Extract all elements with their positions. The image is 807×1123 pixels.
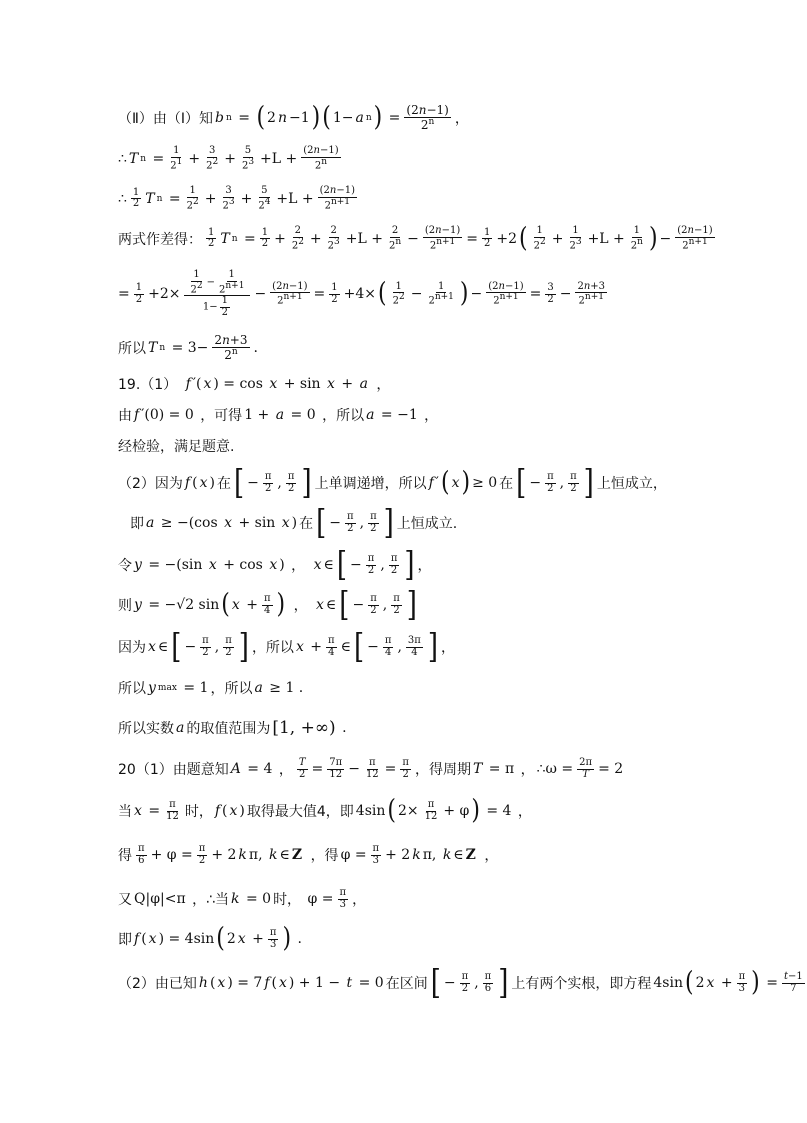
solution-line-2: ∴ T n = $\frac{1}{2^1}$ + $\frac{3}{2^2}$ + $\frac{5}{2^3}$ +L + $\frac{(2n-1)}{2^n}$ (118, 145, 339, 171)
solution-line-20: 又 Q|φ|<π ，∴当 k = 0 时， φ = $\frac{\pi}{3}$ ， (118, 887, 367, 910)
solution-line-11: 即 a ≥ −(cos x + sin x ) 在 [ − $\frac{\pi}{2}$ , $\frac{\pi}{2}$ ] 上恒成立. (130, 503, 458, 543)
solution-line-14: 因为 x ∈ [ − $\frac{\pi}{2}$ , $\frac{\pi}{2}$ ] ，所以 x + $\frac{\pi}{4}$ ∈ [ − $\frac{\pi}{4}$ , $\frac{3\pi}{4}$ ] ， (118, 627, 455, 667)
solution-line-17: 20（1）由题意知 A = 4 ， $\frac{T}{2}$ = $\frac{7\pi}{12}$ − $\frac{\pi}{12}$ = $\frac{\pi}{2}$ ，得周期 T = π ， ∴ω = $\frac{2\pi}{T}$ = 2 (118, 757, 624, 780)
solution-line-6: 所以 T n = 3− $\frac{2n+3}{2^n}$ . (118, 333, 258, 362)
solution-line-1: （Ⅱ）由（Ⅰ）知 b n = ( 2 n −1 ) ( 1− a n ) = $\frac{(2n-1)}{2^n}$ ， (118, 101, 469, 133)
solution-line-3: ∴ $\frac{1}{2}$ T n = $\frac{1}{2^2}$ + $\frac{3}{2^3}$ + $\frac{5}{2^4}$ +L + $\frac{(2n-1)}{2^{n+1}}$ (118, 185, 356, 211)
solution-line-8: 由 f ′(0) = 0 ，可得 1 + a = 0 ，所以 a = −1 ， (118, 407, 439, 424)
solution-line-10: （2）因为 f ( x ) 在 [ − $\frac{\pi}{2}$ , $\frac{\pi}{2}$ ] 上单调递增，所以 f ′ ( x ) ≥ 0 在 [ − $\frac{\pi}{2}$ , $\frac{\pi}{2}$ ] 上恒成立， (118, 463, 667, 503)
solution-line-19: 得 $\frac{\pi}{6}$ + φ = $\frac{\pi}{2}$ + 2 k π, k ∈ Z ，得 φ = $\frac{\pi}{3}$ + 2 k π, k ∈ Z ， (118, 843, 499, 866)
solution-line-5: = $\frac{1}{2}$ +2× $\frac{1}{2^2}$ − $\frac{1}{2^{n+1}}$ 1− $\frac{1}{2}$ − $\frac{(2n-1)}{2^{n+1}}$ = $\frac{1}{2}$ +4× ( $\frac{1}{2^2}$ − $\frac{1}{2^{n+1}}$ ) − $\frac{(2n-1)}{2^{n+1}}$ = $\frac{3}{2}$ − $\frac{2n+3}{2^{n+1}}$ (118, 269, 606, 318)
solution-line-22: （2）由已知 h ( x ) = 7 f ( x ) + 1 − t = 0 在区间 [ − $\frac{\pi}{2}$ , $\frac{\pi}{6}$ ] 上有两个实根，即方程 4sin ( 2 x + $\frac{\pi}{3}$ ) = $\frac{t-1}{7}$ (118, 963, 803, 1003)
solution-line-13: 则 y = −√2 sin ( x + $\frac{\pi}{4}$ ) ， x ∈ [ − $\frac{\pi}{2}$ , $\frac{\pi}{2}$ ] (118, 585, 417, 625)
solution-line-18: 当 x = $\frac{\pi}{12}$ 时， f ( x ) 取得最大值4，即 4sin ( 2× $\frac{\pi}{12}$ + φ ) = 4 ， (118, 794, 532, 826)
solution-line-15: 所以 y max = 1 ，所以 a ≥ 1 . (118, 680, 304, 697)
solution-line-16: 所以实数 a 的取值范围为 [1, +∞) . (118, 718, 347, 738)
solution-line-9: 经检验，满足题意. (118, 439, 235, 455)
solution-line-21: 即 f ( x ) = 4sin ( 2 x + $\frac{\pi}{3}$ ) . (118, 922, 302, 954)
solution-line-4: 两式作差得： $\frac{1}{2}$ T n = $\frac{1}{2}$ + $\frac{2}{2^2}$ + $\frac{2}{2^3}$ +L + $\frac{2}{2^n}$ − $\frac{(2n-1)}{2^{n+1}}$ = $\frac{1}{2}$ +2 ( $\frac{1}{2^2}$ + $\frac{1}{2^3}$ +L + $\frac{1}{2^n}$ ) − $\frac{(2n-1)}{2^{n+1}}$ (118, 222, 713, 254)
solution-line-7: 19.（1） f ′( x ) = cos x + sin x + a ， (118, 376, 391, 393)
solution-line-12: 令 y = −(sin x + cos x ) ， x ∈ [ − $\frac{\pi}{2}$ , $\frac{\pi}{2}$ ] ， (118, 545, 432, 585)
